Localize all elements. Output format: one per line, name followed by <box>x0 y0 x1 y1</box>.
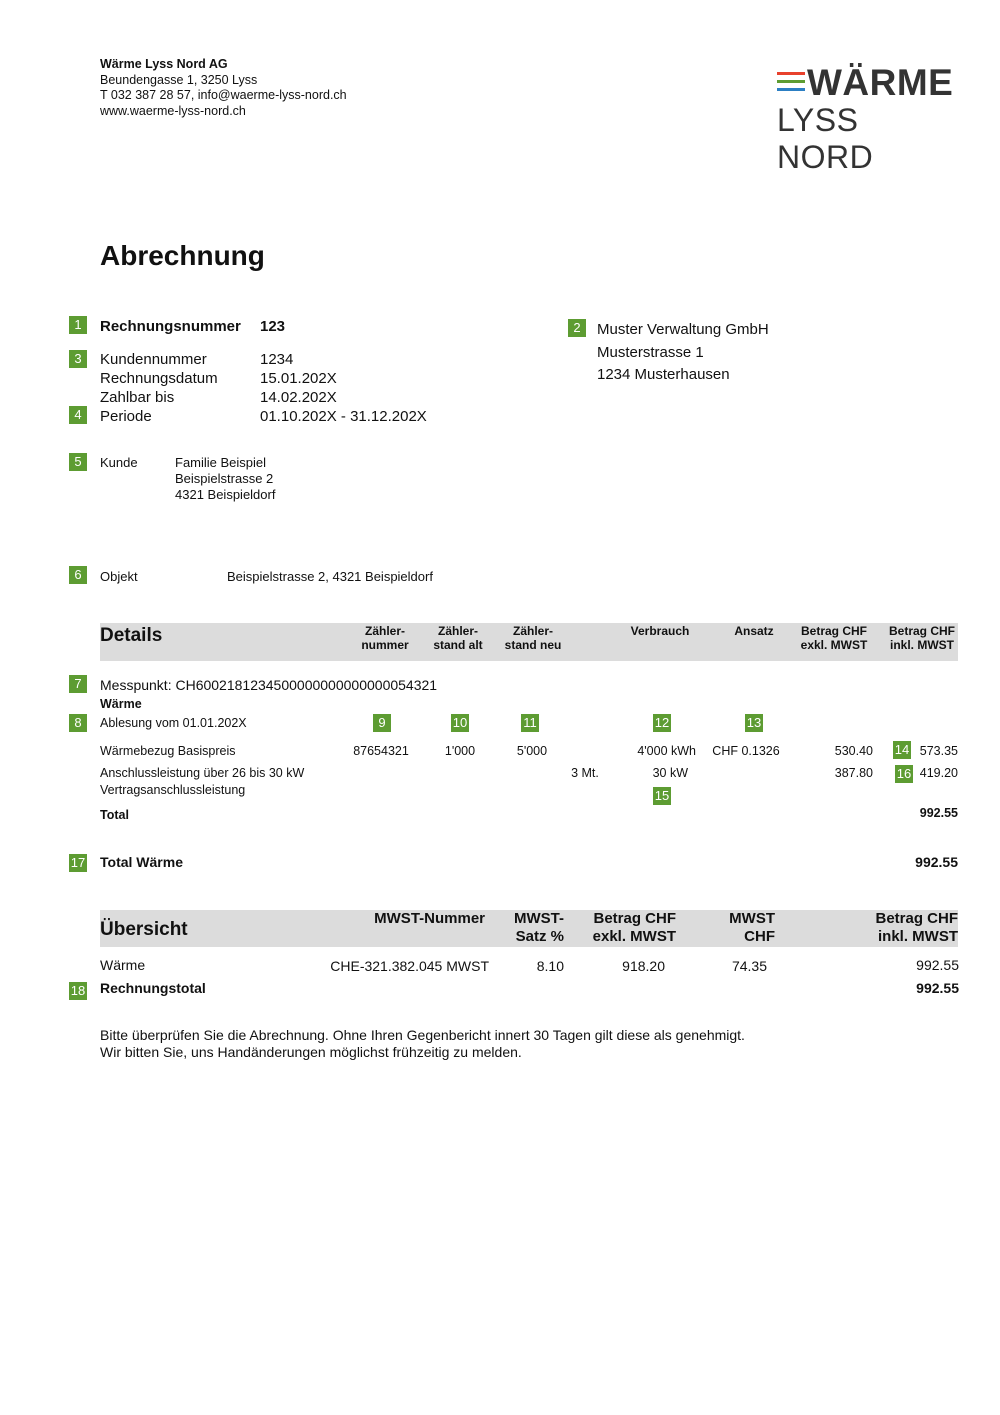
header-overview-incl: Betrag CHF inkl. MWST <box>875 910 958 945</box>
overview-row-incl: 992.55 <box>916 957 959 973</box>
company-logo <box>777 62 959 175</box>
row1-usage: 4'000 kWh <box>637 744 696 758</box>
badge-2: 2 <box>568 319 586 337</box>
row1-label: Wärmebezug Basispreis <box>100 744 236 758</box>
total-heat-value: 992.55 <box>915 854 958 870</box>
customer-number-value: 1234 <box>260 351 294 368</box>
total-heat-label: Total Wärme <box>100 854 183 870</box>
recipient-line-3: 1234 Musterhausen <box>597 366 730 383</box>
sender-block <box>100 57 347 119</box>
badge-8: 8 <box>69 714 87 732</box>
reading-date: Ablesung vom 01.01.202X <box>100 716 247 730</box>
badge-16: 16 <box>896 766 912 781</box>
overview-title: Übersicht <box>100 919 188 940</box>
row1-excl: 530.40 <box>834 744 873 758</box>
row2-duration: 3 Mt. <box>571 766 599 780</box>
badge-6: 6 <box>69 566 87 584</box>
overview-row-vat: 74.35 <box>731 958 767 974</box>
row1-old: 1'000 <box>444 744 476 758</box>
overview-row-excl: 918.20 <box>622 958 665 974</box>
category-heat: Wärme <box>100 697 142 711</box>
sender-name: Wärme Lyss Nord AG <box>100 57 228 71</box>
badge-14: 14 <box>894 742 910 757</box>
logo-bar-blue <box>777 88 805 91</box>
period-value: 01.10.202X - 31.12.202X <box>260 408 427 425</box>
object-value: Beispielstrasse 2, 4321 Beispieldorf <box>227 569 433 584</box>
due-date-label: Zahlbar bis <box>100 389 175 406</box>
badge-15: 15 <box>654 788 670 803</box>
overview-row-label: Wärme <box>100 957 146 973</box>
recipient-line-2: Musterstrasse 1 <box>597 344 704 361</box>
row2-incl: 419.20 <box>919 766 958 780</box>
overview-row-vat-number: CHE-321.382.045 MWST <box>330 958 489 974</box>
badge-1: 1 <box>69 316 87 334</box>
page-title: Abrechnung <box>100 240 265 271</box>
overview-row-rate: 8.10 <box>536 958 564 974</box>
header-reading-old: Zähler- stand alt <box>433 624 483 652</box>
header-vat-number: MWST-Nummer <box>374 910 485 927</box>
badge-17: 17 <box>70 855 86 870</box>
invoice-total-value: 992.55 <box>916 980 959 996</box>
sender-contact: T 032 387 28 57, info@waerme-lyss-nord.ch <box>100 88 347 102</box>
header-overview-vat: MWST CHF <box>729 910 775 945</box>
recipient-line-1: Muster Verwaltung GmbH <box>597 321 769 338</box>
badge-10: 10 <box>452 715 468 730</box>
measuring-point: Messpunkt: CH6002181234500000000000000054321 <box>100 677 438 693</box>
details-total-value: 992.55 <box>919 806 958 820</box>
badge-13: 13 <box>746 715 762 730</box>
invoice-number-value: 123 <box>260 318 286 335</box>
footer-line-2: Wir bitten Sie, uns Handänderungen möglichst frühzeitig zu melden. <box>100 1044 522 1060</box>
header-reading-new: Zähler- stand neu <box>504 624 562 652</box>
row2-label: Anschlussleistung über 26 bis 30 kW <box>100 766 305 780</box>
logo-text-bottom: LYSS NORD <box>777 102 874 175</box>
customer-line-2: Beispielstrasse 2 <box>175 471 274 486</box>
badge-5: 5 <box>69 453 87 471</box>
header-amount-incl: Betrag CHF inkl. MWST <box>888 624 955 652</box>
due-date-value: 14.02.202X <box>260 389 337 406</box>
row3-label: Vertragsanschlussleistung <box>100 783 246 797</box>
sender-web: www.waerme-lyss-nord.ch <box>100 103 246 118</box>
logo-text-top: WÄRME <box>807 62 954 103</box>
header-overview-excl: Betrag CHF exkl. MWST <box>592 910 676 945</box>
logo-bars <box>777 72 805 96</box>
period-label: Periode <box>100 408 152 425</box>
header-rate: Ansatz <box>734 624 774 638</box>
customer-number-label: Kundennummer <box>100 351 207 368</box>
logo-bar-red <box>777 72 805 75</box>
badge-18: 18 <box>70 983 86 998</box>
badge-9: 9 <box>373 714 391 732</box>
badge-7: 7 <box>69 675 87 693</box>
customer-line-3: 4321 Beispieldorf <box>175 487 276 502</box>
row2-usage: 30 kW <box>652 766 688 780</box>
badge-3: 3 <box>69 350 87 368</box>
details-total-label: Total <box>100 808 129 822</box>
row1-rate: CHF 0.1326 <box>712 744 780 758</box>
header-meter-number: Zähler- nummer <box>361 624 409 652</box>
sender-street: Beundengasse 1, 3250 Lyss <box>100 72 258 87</box>
row1-incl: 573.35 <box>919 744 958 758</box>
row1-meter: 87654321 <box>353 744 409 758</box>
invoice-number-label: Rechnungsnummer <box>100 318 241 335</box>
header-vat-rate: MWST- Satz % <box>514 910 564 945</box>
details-title: Details <box>100 625 163 646</box>
badge-4: 4 <box>69 406 87 424</box>
header-amount-excl: Betrag CHF exkl. MWST <box>800 624 868 652</box>
object-label: Objekt <box>100 569 138 584</box>
invoice-date-label: Rechnungsdatum <box>100 370 218 387</box>
row2-excl: 387.80 <box>834 766 873 780</box>
badge-12: 12 <box>654 715 670 730</box>
badge-11: 11 <box>521 714 539 732</box>
invoice-date-value: 15.01.202X <box>260 370 337 387</box>
invoice-total-label: Rechnungstotal <box>100 980 206 996</box>
header-usage: Verbrauch <box>630 624 690 638</box>
row1-new: 5'000 <box>516 744 548 758</box>
footer-line-1: Bitte überprüfen Sie die Abrechnung. Ohne Ihren Gegenbericht innert 30 Tagen gilt diese als genehmigt. <box>100 1027 745 1043</box>
customer-label: Kunde <box>100 455 138 470</box>
logo-bar-green <box>777 80 805 83</box>
customer-line-1: Familie Beispiel <box>175 455 267 470</box>
